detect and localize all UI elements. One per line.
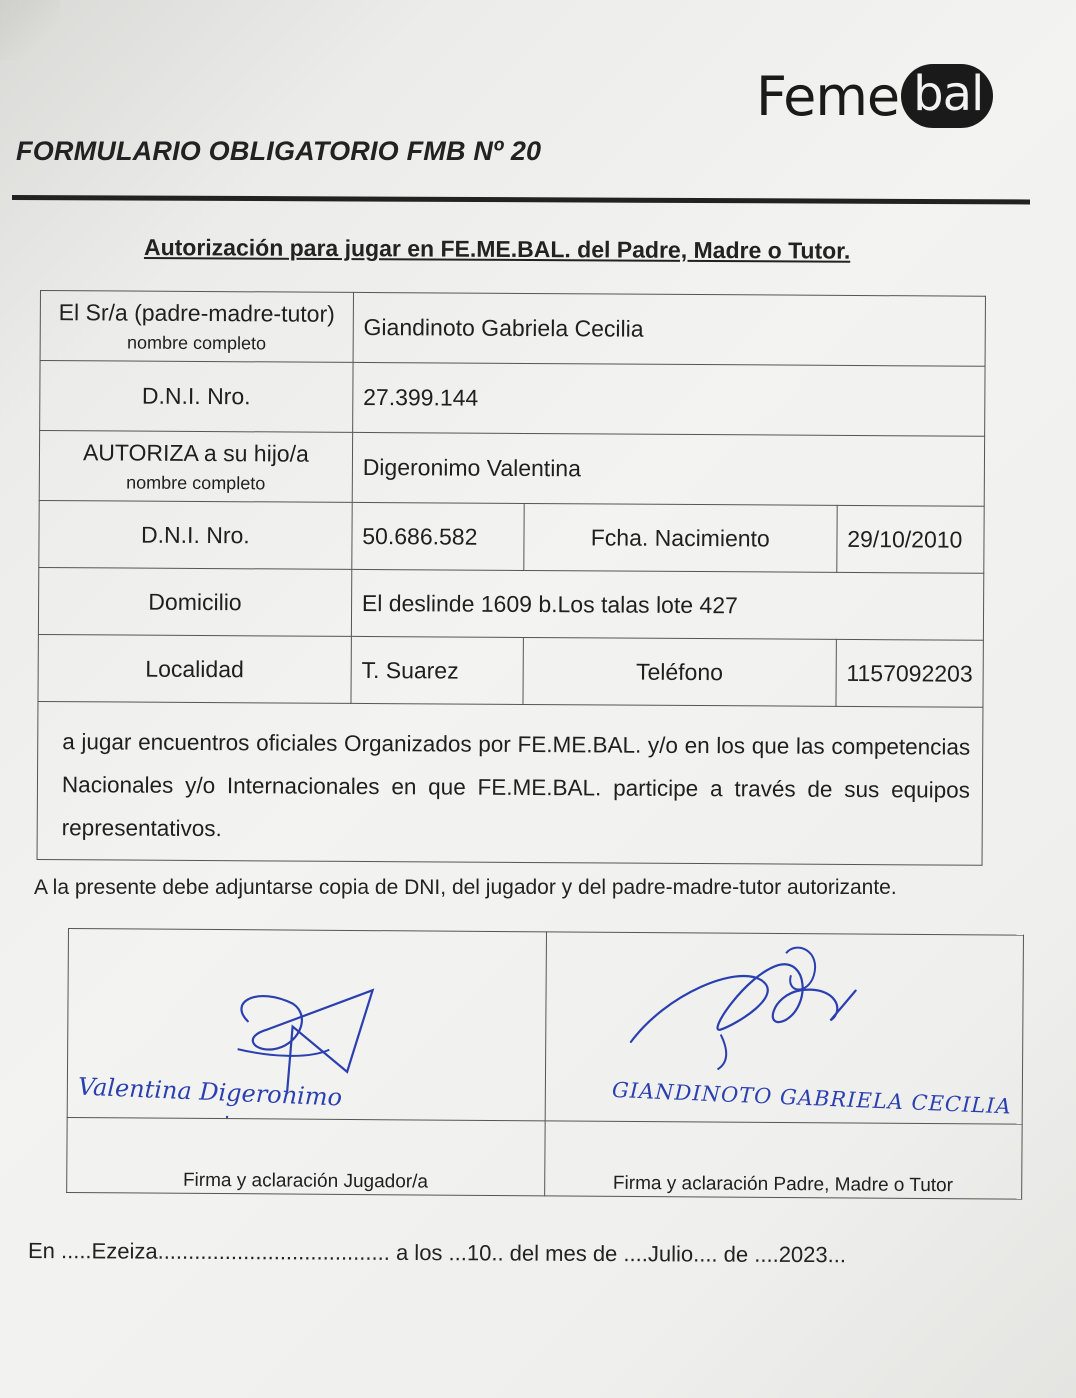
birth-date-label: Fcha. Nacimiento bbox=[524, 503, 837, 572]
authorization-clause: a jugar encuentros oficiales Organizados por FE.ME.BAL. y/o en los que las competencias Nacionales y/o Internacionales en que FE.ME.BAL. participe a través de sus equipos representativos. bbox=[37, 701, 983, 865]
child-label-cell bbox=[39, 431, 352, 503]
table-row bbox=[39, 431, 984, 507]
birth-date-field[interactable]: 29/10/2010 bbox=[837, 505, 985, 573]
signature-table bbox=[66, 928, 1024, 1200]
player-signature-caption: Firma y aclaración Jugador/a bbox=[67, 1117, 545, 1195]
authorization-table bbox=[37, 290, 986, 866]
place-and-date-line: En .....Ezeiza...................................... a los ...10.. del mes de ....Julio.... de ....2023... bbox=[27, 1238, 847, 1268]
child-dni-field[interactable]: 50.686.582 bbox=[352, 502, 524, 570]
guardian-signature-box[interactable] bbox=[545, 932, 1024, 1124]
phone-label: Teléfono bbox=[523, 637, 836, 706]
phone-field[interactable]: 1157092203 bbox=[836, 639, 984, 707]
parent-label: El Sr/a (padre-madre-tutor) bbox=[58, 298, 335, 327]
table-row bbox=[67, 1117, 1023, 1199]
form-code-title: FORMULARIO OBLIGATORIO FMB Nº 20 bbox=[16, 136, 542, 166]
locality-field[interactable]: T. Suarez bbox=[351, 636, 523, 704]
femebal-logo bbox=[756, 58, 993, 134]
child-sub-label: nombre completo bbox=[126, 472, 266, 493]
logo-pill: bal bbox=[901, 64, 993, 128]
address-field[interactable]: El deslinde 1609 b.Los talas lote 427 bbox=[351, 569, 984, 640]
parent-sub-label: nombre completo bbox=[126, 332, 267, 353]
table-row bbox=[39, 500, 984, 573]
locality-label: Localidad bbox=[38, 634, 351, 703]
table-row bbox=[67, 929, 1023, 1125]
table-row bbox=[40, 361, 985, 437]
parent-dni-field[interactable]: 27.399.144 bbox=[352, 362, 985, 436]
table-row bbox=[38, 634, 983, 707]
child-dni-label: D.N.I. Nro. bbox=[39, 500, 352, 569]
table-row bbox=[38, 567, 983, 640]
table-row bbox=[40, 291, 985, 367]
page-corner-shadow bbox=[0, 0, 60, 60]
table-row bbox=[37, 701, 983, 865]
address-label: Domicilio bbox=[38, 567, 351, 636]
guardian-signature-caption: Firma y aclaración Padre, Madre o Tutor bbox=[544, 1121, 1022, 1199]
form-heading: Autorización para jugar en FE.ME.BAL. del Padre, Madre o Tutor. bbox=[143, 234, 851, 264]
attachment-note: A la presente debe adjuntarse copia de DNI, del jugador y del padre-madre-tutor autorizante. bbox=[34, 876, 897, 899]
parent-label-cell bbox=[40, 291, 353, 363]
header-rule bbox=[12, 195, 1030, 204]
parent-dni-label: D.N.I. Nro. bbox=[40, 361, 353, 433]
guardian-printed-name: GIANDINOTO GABRIELA CECILIA bbox=[611, 1077, 1012, 1119]
parent-name-field[interactable]: Giandinoto Gabriela Cecilia bbox=[353, 292, 986, 366]
player-signature-box[interactable] bbox=[67, 929, 546, 1121]
logo-text: Feme bbox=[756, 64, 900, 128]
player-printed-name: Valentina Digeronimo bbox=[77, 1072, 343, 1112]
child-name-field[interactable]: Digeronimo Valentina bbox=[352, 432, 985, 506]
child-label: AUTORIZA a su hijo/a bbox=[82, 438, 309, 467]
